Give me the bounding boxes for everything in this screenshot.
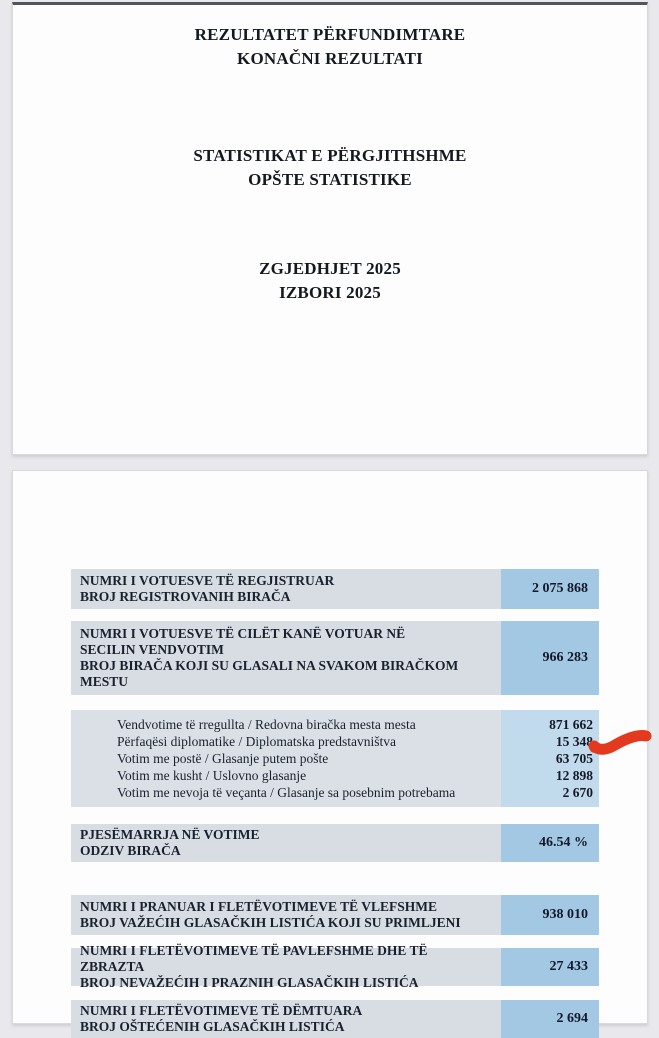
label-sq: PJESËMARRJA NË VOTIME (80, 827, 260, 842)
row-value: 2 694 (501, 1000, 599, 1038)
breakdown-value: 15 348 (501, 733, 599, 750)
breakdown-value: 871 662 (501, 710, 599, 733)
breakdown-value: 12 898 (501, 767, 599, 784)
table-row-invalid-ballots (71, 943, 599, 990)
table-row-damaged-ballots (71, 1000, 599, 1038)
label-sq: NUMRI I FLETËVOTIMEVE TË DËMTUARA (80, 1003, 363, 1018)
breakdown-row-mail (71, 750, 599, 767)
statistics-table (71, 569, 599, 1038)
title-general-statistics-sq: STATISTIKAT E PËRGJITHSHME (193, 146, 467, 165)
label-sr: BROJ BIRAČA KOJI SU GLASALI NA SVAKOM BIRAČKOM MESTU (80, 658, 459, 689)
document-page-statistics (12, 470, 648, 1034)
label-sr: BROJ NEVAŽEĆIH I PRAZNIH GLASAČKIH LISTIĆA (80, 975, 419, 990)
breakdown-value: 63 705 (501, 750, 599, 767)
label-sq: NUMRI I FLETËVOTIMEVE TË PAVLEFSHME DHE TË ZBRAZTA (80, 943, 428, 974)
row-value: 27 433 (501, 948, 599, 986)
title-elections-2025-sq: ZGJEDHJET 2025 (259, 259, 401, 278)
title-final-results-sq: REZULTATET PËRFUNDIMTARE (194, 25, 466, 44)
breakdown-label: Vendvotime të rregullta / Redovna biračka mesta mesta (71, 710, 501, 733)
title-general-statistics (13, 144, 647, 192)
breakdown-value: 2 670 (501, 784, 599, 807)
title-final-results (13, 23, 647, 71)
breakdown-row-special-needs (71, 784, 599, 807)
label-sq: NUMRI I PRANUAR I FLETËVOTIMEVE TË VLEFSHME (80, 899, 438, 914)
label-sr: BROJ VAŽEĆIH GLASAČKIH LISTIĆA KOJI SU PRIMLJENI (80, 915, 461, 930)
breakdown-row-diplomatic (71, 733, 599, 750)
row-label (71, 824, 501, 862)
row-label (71, 943, 501, 990)
table-row-registered-voters (71, 569, 599, 609)
label-sr: ODZIV BIRAČA (80, 843, 181, 858)
breakdown-row-conditional (71, 767, 599, 784)
row-value: 2 075 868 (501, 569, 599, 609)
row-value: 46.54 % (501, 824, 599, 862)
breakdown-label: Votim me nevoja të veçanta / Glasanje sa posebnim potrebama (71, 784, 501, 807)
row-label (71, 1000, 501, 1038)
breakdown-label: Përfaqësi diplomatike / Diplomatska predstavništva (71, 733, 501, 750)
row-label (71, 621, 501, 695)
table-row-voters-voted (71, 621, 599, 695)
label-sr: BROJ OŠTEĆENIH GLASAČKIH LISTIĆA (80, 1019, 345, 1034)
title-elections-2025 (13, 257, 647, 305)
row-label (71, 895, 501, 935)
vote-type-breakdown (71, 710, 599, 807)
table-row-valid-ballots (71, 895, 599, 935)
label-sq: NUMRI I VOTUESVE TË CILËT KANË VOTUAR NË SECILIN VENDVOTIM (80, 626, 406, 657)
document-page-cover (12, 2, 648, 455)
breakdown-row-regular (71, 710, 599, 733)
title-final-results-sr: KONAČNI REZULTATI (237, 49, 423, 68)
label-sr: BROJ REGISTROVANIH BIRAČA (80, 589, 291, 604)
breakdown-label: Votim me kusht / Uslovno glasanje (71, 767, 501, 784)
title-elections-2025-sr: IZBORI 2025 (279, 283, 381, 302)
title-general-statistics-sr: OPŠTE STATISTIKE (248, 170, 412, 189)
label-sq: NUMRI I VOTUESVE TË REGJISTRUAR (80, 573, 335, 588)
table-row-turnout (71, 824, 599, 862)
row-value: 938 010 (501, 895, 599, 935)
row-value: 966 283 (501, 621, 599, 695)
row-label (71, 569, 501, 609)
breakdown-label: Votim me postë / Glasanje putem pošte (71, 750, 501, 767)
